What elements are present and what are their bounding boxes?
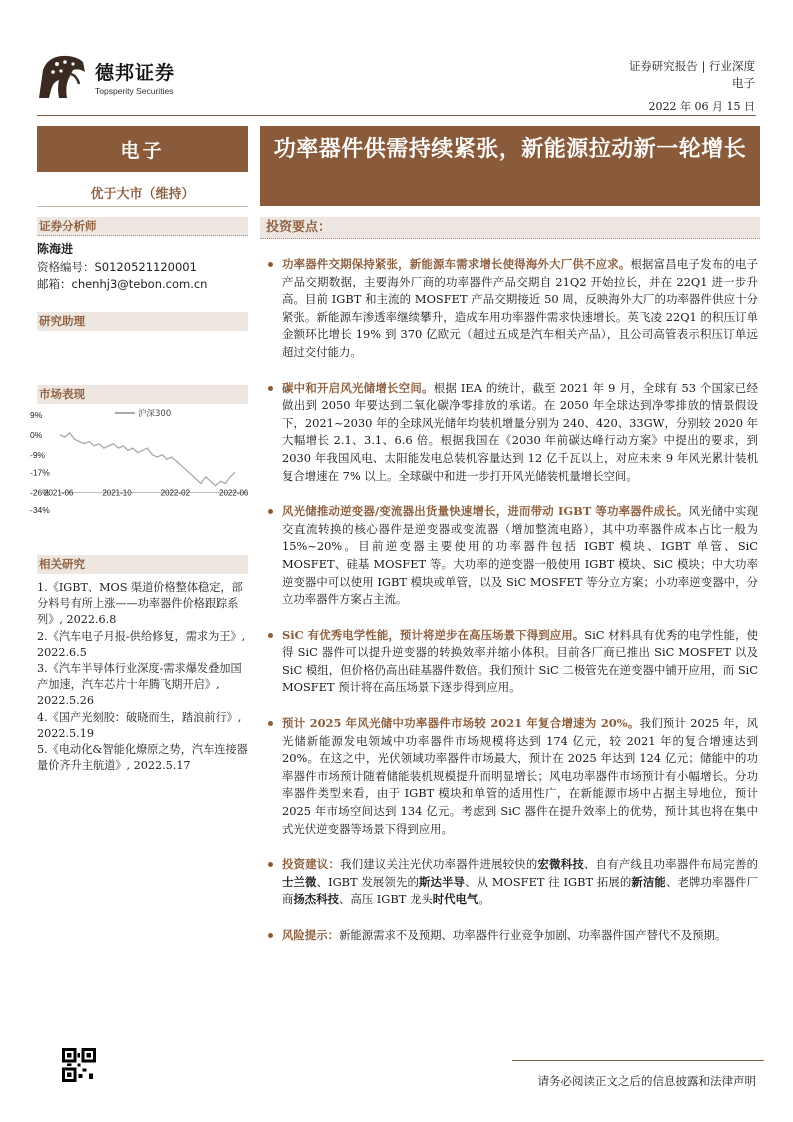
stock-name: 时代电气 (432, 892, 479, 907)
key-point-lead: 风险提示： (282, 928, 339, 942)
market-heading: 市场表现 (37, 385, 248, 404)
key-point-lead: 碳中和开启风光储增长空间。 (282, 380, 434, 395)
key-point-text: 风光储中实现交直流转换的核心器件是逆变器或变流器（增加整流电路），其中功率器件成本占比一般为 15%~20%。目前逆变器主要使用的功率器件包括 IGBT 模块、IGBT 单管、SiC MOSFET、硅基 MOSFET 等。大功率的逆变器一般使用 IGBT 模块、SiC 模块；中大功率逆变器中可以使用 IGBT 模块或单管，以及 SiC MOSFET 等分立方案；小功率逆变器中，分立功率器件方案占主流。 (282, 504, 758, 607)
stock-name: 士兰微 (282, 874, 317, 889)
research-heading: 相关研究 (37, 555, 248, 574)
assistant-heading: 研究助理 (37, 312, 248, 331)
key-point-lead: 预计 2025 年风光储中功率器件市场较 2021 年复合增速为 20%。 (282, 716, 640, 731)
series-line-hs300 (60, 433, 235, 486)
market-chart (30, 405, 255, 520)
research-item[interactable]: 5.《电动化&智能化燎原之势，汽车连接器量价齐升主航道》, 2022.5.17 (37, 743, 248, 773)
header-divider (37, 115, 756, 116)
report-title: 功率器件供需持续紧张，新能源拉动新一轮增长 (260, 126, 760, 206)
y-tick-label: -26% (30, 487, 50, 498)
key-point (268, 627, 758, 697)
key-point-text: 根据富昌电子发布的电子产品交期数据，主要海外厂商的功率器件产品交期自 21Q2 开始拉长，并在 22Q1 进一步升高。目前 IGBT 和主流的 MOSFET 产品交期接近 50 周，反映海外大厂的功率器件供应十分紧张。新能源车渗透率继续攀升，造成车用功率器件需求快速增长。英飞凌 22Q1 的积压订单金额环比增长 19% 到 370 亿欧元（超过五成是汽车相关产品），且公司高管表示积压订单远超过交付能力。 (282, 257, 758, 359)
key-point-text: 我们预计 2025 年，风光储新能源发电领域中功率器件市场规模将达到 174 亿元，较 2021 年的复合增速达到 20%。在这之中，光伏领域功率器件市场最大，预计在 2025 年达到 124 亿元；储能中的功率器件市场预计随着储能装机规模提升而明显增长；风电功率器件市场预计有小幅增长。分功率器件类型来看，由于 IGBT 模块和单管的适用性广，在新能源市场中占据主导地位，预计 2025 年市场空间达到 134 亿元。考虑到 SiC 器件在提升效率上的优势，预计其也将在集中式光伏逆变器等场景下得到应用。 (282, 716, 758, 836)
y-tick-label: -9% (30, 449, 46, 460)
summary-heading: 投资要点： (260, 217, 760, 239)
key-point-text: 根据 IEA 的统计，截至 2021 年 9 月，全球有 53 个国家已经做出到 2050 年要达到二氧化碳净零排放的承诺。在 2050 年全球达到净零排放的情景假设下，2021~2030 年的全球风光储年均装机增量分别为 240、420、33GW，分别较 2020 年大幅增长 2.1、3.1、6.6 倍。根据我国在《2030 年前碳达峰行动方案》中提出的要求，到 2030 年我国风电、太阳能发电总装机容量达到 12 亿千瓦以上，对应未来 9 年风光累计装机复合增速在 7% 以上。全球碳中和进一步打开风光储装机量增长空间。 (282, 380, 758, 483)
key-point-lead: 风光储推动逆变器/变流器出货量快速增长，进而带动 IGBT 等功率器件成长。 (282, 504, 689, 519)
market-chart-svg (30, 405, 255, 520)
x-tick-label: 2021-06 (44, 488, 74, 498)
stock-name: 宏微科技 (537, 857, 584, 872)
analyst-email[interactable]: 邮箱：chenhj3@tebon.com.cn (37, 277, 208, 291)
report-meta (629, 58, 755, 92)
research-list (37, 580, 248, 774)
key-point (268, 256, 758, 362)
key-point-text: 新能源需求不及预期、功率器件行业竞争加剧、功率器件国产替代不及预期。 (338, 928, 727, 942)
stock-name: 斯达半导 (419, 874, 466, 889)
research-item[interactable]: 4.《国产光刻胶：破晓而生，踏浪前行》, 2022.5.19 (37, 710, 242, 740)
key-point-text: SiC 材料具有优秀的电学性能，使得 SiC 器件可以提升逆变器的转换效率并缩小体积。目前各厂商已推出 SiC MOSFET 以及 SiC 模组，但价格仍高出硅基器件数倍。我们预计 SiC 二极管先在逆变器中铺开应用，而 SiC MOSFET 预计将在高压场景下逐步得到应用。 (282, 627, 758, 695)
disclaimer: 请务必阅读正文之后的信息披露和法律声明 (537, 1074, 756, 1088)
key-point (268, 503, 758, 609)
key-point (268, 715, 758, 838)
research-item[interactable]: 2.《汽车电子月报-供给修复，需求为王》, 2022.6.5 (37, 629, 246, 659)
footer-divider (512, 1060, 764, 1061)
y-tick-label: -34% (30, 505, 50, 515)
sector-title: 电子 (37, 126, 248, 172)
rating: 优于大市（维持） (90, 187, 195, 202)
key-points (268, 256, 758, 945)
report-date: 2022 年 06 月 15 日 (648, 100, 755, 113)
research-item[interactable]: 1.《IGBT、MOS 渠道价格整体稳定，部分料号有所上涨——功率器件价格跟踪系列》, 2022.6.8 (37, 581, 243, 627)
company-name-en: Topsperity Securities (95, 86, 174, 96)
key-point-lead: SiC 有优秀电学性能，预计将逆步在高压场景下得到应用。 (282, 627, 585, 642)
company-logo (35, 52, 175, 102)
x-tick-label: 2022-06 (219, 488, 249, 498)
x-tick-label: 2022-02 (160, 488, 191, 498)
analyst-license: 资格编号：S0120521120001 (37, 260, 197, 274)
y-tick-label: 0% (30, 429, 43, 440)
analyst-heading: 证券分析师 (37, 217, 248, 236)
report-type: 证券研究报告 | 行业深度 (628, 59, 755, 73)
key-point (268, 380, 758, 486)
rating-divider (37, 206, 248, 207)
qr-code-icon[interactable] (62, 1048, 96, 1082)
analyst-name: 陈海进 (37, 242, 74, 256)
key-point-lead: 投资建议： (282, 857, 341, 872)
key-point-lead: 功率器件交期保持紧张，新能源车需求增长使得海外大厂供不应求。 (282, 257, 631, 271)
legend-label: 沪深300 (138, 409, 172, 419)
research-item[interactable]: 3.《汽车半导体行业深度-需求爆发叠加国产加速，汽车芯片十年腾飞期开启》, 2022.5.26 (37, 662, 242, 708)
company-name-cn: 德邦证券 (95, 62, 176, 84)
y-tick-label: 9% (30, 410, 43, 420)
x-tick-label: 2021-10 (102, 488, 132, 498)
risk-warning (268, 927, 758, 945)
y-tick-label: -17% (30, 467, 50, 478)
stock-name: 扬杰科技 (293, 892, 339, 907)
leopard-logo-icon (35, 52, 89, 102)
stock-name: 新洁能 (631, 874, 666, 889)
investment-advice: 投资建议：我们建议关注光伏功率器件进展较快的宏微科技、自有产线且功率器件布局完善的士兰微、IGBT 发展领先的斯达半导、从 MOSFET 往 IGBT 拓展的新洁能、老牌功率器件厂商扬杰科技、高压 IGBT 龙头时代电气。 (268, 856, 758, 909)
report-sector: 电子 (732, 76, 755, 90)
